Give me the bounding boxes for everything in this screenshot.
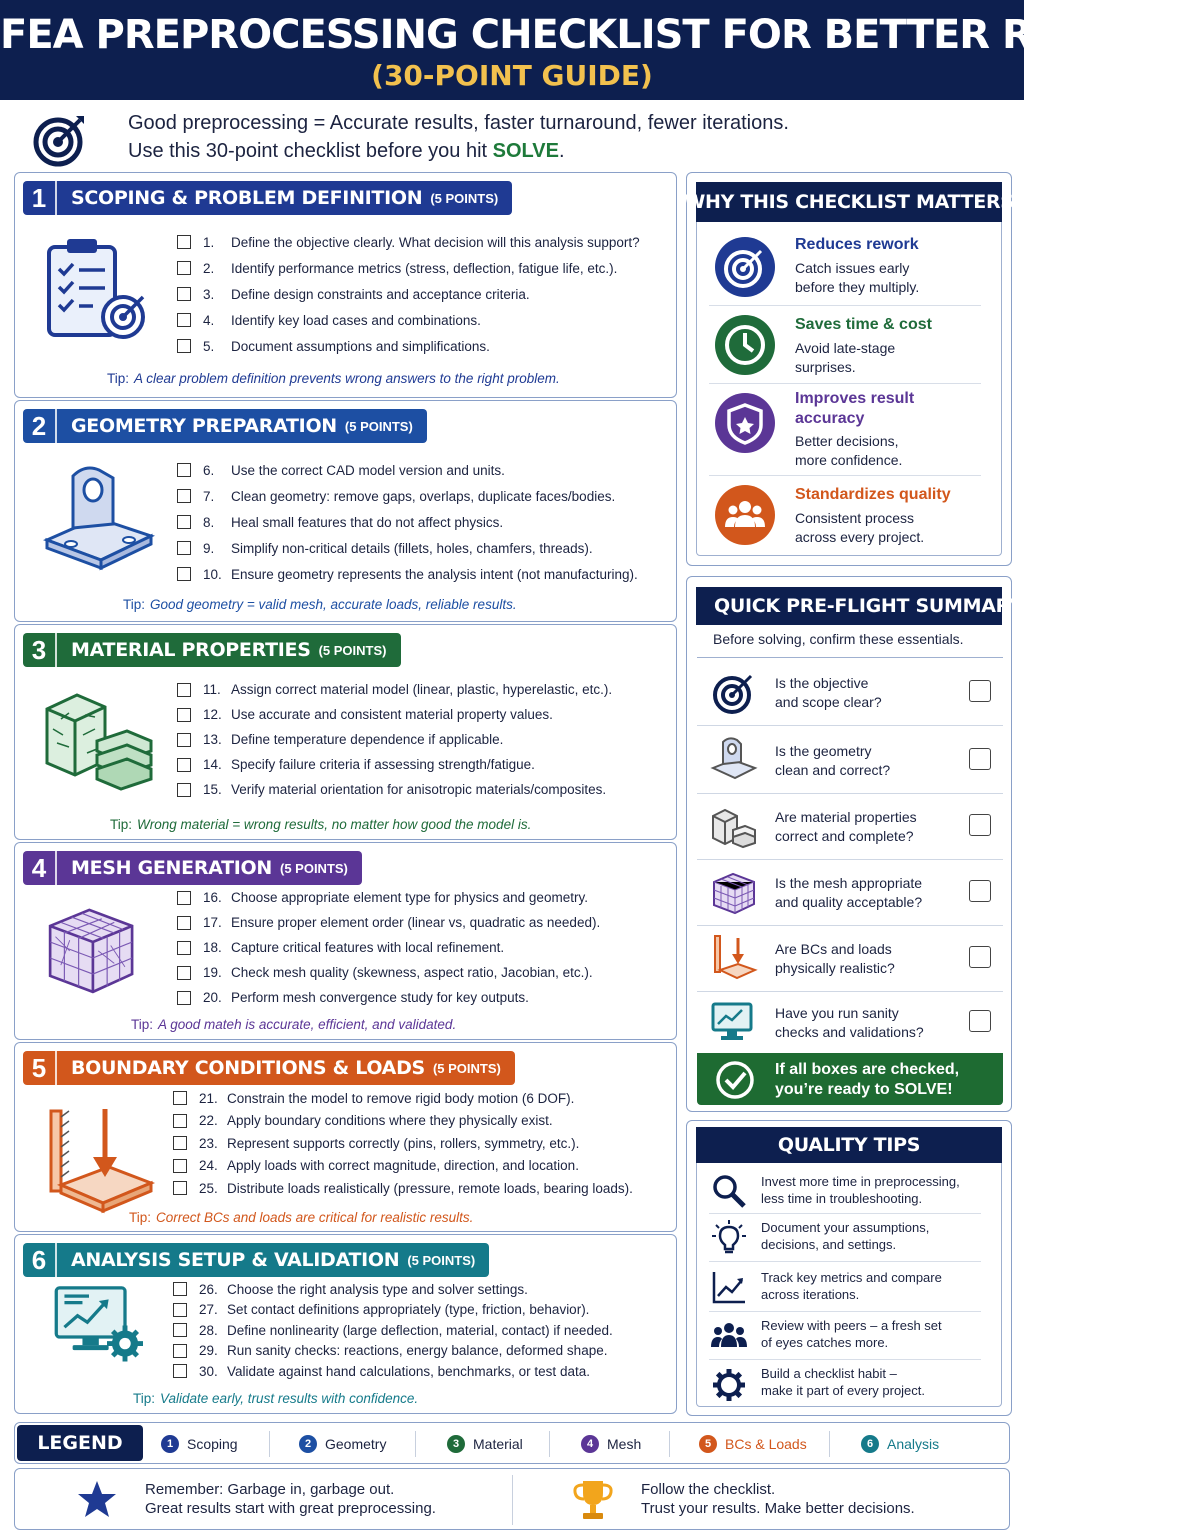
checklist-items xyxy=(177,457,638,587)
checkbox[interactable] xyxy=(173,1181,187,1195)
why-item-desc: Better decisions, xyxy=(795,433,899,449)
shield-icon xyxy=(715,393,775,453)
section-header xyxy=(23,1243,489,1277)
section-header xyxy=(23,851,362,885)
why-panel-title: WHY THIS CHECKLIST MATTERS xyxy=(696,182,1002,222)
target-icon xyxy=(32,112,88,168)
why-item-title: Reduces rework xyxy=(795,236,919,253)
checkmark-circle-icon xyxy=(715,1060,755,1100)
checkbox[interactable] xyxy=(177,941,191,955)
why-item-accuracy xyxy=(707,389,997,473)
trophy-icon xyxy=(571,1477,615,1521)
why-item-time xyxy=(707,313,997,383)
checkbox[interactable] xyxy=(177,783,191,797)
checklist-item[interactable]: 27. Set contact definitions appropriately (type, friction, behavior). xyxy=(173,1300,613,1321)
people-icon xyxy=(711,1317,747,1353)
section-tip: Tip: Validate early, trust results with confidence. xyxy=(133,1391,419,1406)
why-item-title: Standardizes quality xyxy=(795,486,951,503)
preflight-checkbox[interactable] xyxy=(969,814,991,836)
intro-line-1: Good preprocessing = Accurate results, faster turnaround, fewer iterations. xyxy=(128,112,789,134)
mesh-cube-icon xyxy=(711,870,757,916)
preflight-question: Is the mesh appropriate and quality acceptable? xyxy=(775,875,923,910)
checkbox[interactable] xyxy=(177,339,191,353)
checkbox[interactable] xyxy=(173,1282,187,1296)
bracket-part-icon xyxy=(43,457,153,577)
legend-item: 4 Mesh xyxy=(581,1435,641,1453)
preflight-item[interactable] xyxy=(697,925,1003,991)
checklist-item[interactable]: 14. Specify failure criteria if assessing strength/fatigue. xyxy=(177,752,612,777)
preflight-question: Are BCs and loads physically realistic? xyxy=(775,941,895,976)
section-header xyxy=(23,1051,515,1085)
ready-to-solve-banner xyxy=(697,1053,1003,1105)
section-analysis xyxy=(14,1234,677,1414)
gear-icon xyxy=(711,1367,747,1403)
trend-chart-icon xyxy=(711,1269,747,1305)
checklist-item[interactable]: 30. Validate against hand calculations, benchmarks, or test data. xyxy=(173,1361,613,1382)
why-item-desc: Consistent process xyxy=(795,510,915,526)
checkbox[interactable] xyxy=(177,708,191,722)
checklist-item[interactable]: 16. Choose appropriate element type for physics and geometry. xyxy=(177,885,600,910)
load-support-icon xyxy=(43,1103,153,1213)
checklist-items xyxy=(177,229,640,359)
page-subtitle: (30-POINT GUIDE) xyxy=(371,59,653,92)
section-bcs-loads xyxy=(14,1042,677,1232)
section-title: GEOMETRY PREPARATION xyxy=(71,415,337,437)
why-item-desc: Avoid late-stage xyxy=(795,340,896,356)
section-number: 5 xyxy=(23,1051,57,1085)
star-icon xyxy=(77,1479,117,1519)
checklist-item[interactable]: 2. Identify performance metrics (stress, deflection, fatigue life, etc.). xyxy=(177,255,640,281)
checklist-item[interactable]: 18. Capture critical features with local refinement. xyxy=(177,935,600,960)
checkbox[interactable] xyxy=(173,1136,187,1150)
checkbox[interactable] xyxy=(177,515,191,529)
section-points: (5 POINTS) xyxy=(407,1252,476,1268)
section-header xyxy=(23,181,512,215)
checklist-item[interactable]: 15. Verify material orientation for anisotropic materials/composites. xyxy=(177,777,612,802)
legend-item: 2 Geometry xyxy=(299,1435,386,1453)
checkbox[interactable] xyxy=(177,567,191,581)
section-tip: Tip: Wrong material = wrong results, no matter how good the model is. xyxy=(110,817,532,832)
preflight-item[interactable] xyxy=(697,793,1003,859)
checkbox[interactable] xyxy=(177,991,191,1005)
section-header xyxy=(23,633,401,667)
preflight-checkbox[interactable] xyxy=(969,680,991,702)
mesh-cube-icon xyxy=(43,901,141,999)
bracket-part-icon xyxy=(711,736,757,782)
section-points: (5 POINTS) xyxy=(432,1060,501,1076)
checklist-item[interactable]: 6. Use the correct CAD model version and units. xyxy=(177,457,638,483)
checkbox[interactable] xyxy=(173,1364,187,1378)
legend-item: 6 Analysis xyxy=(861,1435,939,1453)
clock-icon xyxy=(715,315,775,375)
section-number: 1 xyxy=(23,181,57,215)
quality-tips-panel xyxy=(686,1120,1012,1416)
tip-item xyxy=(707,1361,995,1407)
checkbox[interactable] xyxy=(173,1091,187,1105)
checklist-item[interactable]: 9. Simplify non-critical details (fillets, holes, chamfers, threads). xyxy=(177,535,638,561)
tip-text: Document your assumptions, decisions, and settings. xyxy=(761,1220,930,1252)
preflight-question: Is the geometry clean and correct? xyxy=(775,743,891,778)
legend-item: 1 Scoping xyxy=(161,1435,238,1453)
section-points: (5 POINTS) xyxy=(430,190,499,206)
checklist-item[interactable]: 1. Define the objective clearly. What decision will this analysis support? xyxy=(177,229,640,255)
section-tip: Tip: A clear problem definition prevents wrong answers to the right problem. xyxy=(107,371,560,386)
section-number: 2 xyxy=(23,409,57,443)
monitor-gear-icon xyxy=(43,1283,153,1373)
intro xyxy=(0,100,1024,172)
section-title: ANALYSIS SETUP & VALIDATION xyxy=(71,1249,400,1271)
checkbox[interactable] xyxy=(177,966,191,980)
checklist-item[interactable]: 7. Clean geometry: remove gaps, overlaps, duplicate faces/bodies. xyxy=(177,483,638,509)
checkbox[interactable] xyxy=(177,541,191,555)
preflight-question: Are material properties correct and complete? xyxy=(775,809,917,844)
section-title: BOUNDARY CONDITIONS & LOADS xyxy=(71,1057,425,1079)
tip-item xyxy=(707,1313,995,1359)
why-item-desc: across every project. xyxy=(795,529,925,545)
checklist-item[interactable]: 19. Check mesh quality (skewness, aspect ratio, Jacobian, etc.). xyxy=(177,960,600,985)
checklist-item[interactable]: 21. Constrain the model to remove rigid body motion (6 DOF). xyxy=(173,1087,633,1110)
preflight-item[interactable] xyxy=(697,859,1003,925)
checklist-item[interactable]: 3. Define design constraints and acceptance criteria. xyxy=(177,281,640,307)
checkbox[interactable] xyxy=(173,1344,187,1358)
footer xyxy=(14,1468,1010,1530)
footer-left-text: Remember: Garbage in, garbage out. Great results start with great preprocessing. xyxy=(145,1481,436,1517)
checklist-items xyxy=(177,677,612,802)
checklist-item[interactable]: 26. Choose the right analysis type and solver settings. xyxy=(173,1279,613,1300)
tip-text: Build a checklist habit – make it part of every project. xyxy=(761,1366,926,1398)
section-tip: Tip: A good mateh is accurate, efficient, and validated. xyxy=(131,1017,457,1032)
tip-text: Track key metrics and compare across iterations. xyxy=(761,1270,942,1302)
checkbox[interactable] xyxy=(177,463,191,477)
section-header xyxy=(23,409,427,443)
checkbox[interactable] xyxy=(173,1159,187,1173)
preflight-item[interactable] xyxy=(697,991,1003,1053)
checklist-item[interactable]: 28. Define nonlinearity (large deflection, material, contact) if needed. xyxy=(173,1320,613,1341)
tip-item xyxy=(707,1169,995,1213)
why-item-title: Saves time & cost xyxy=(795,316,932,333)
checklist-item[interactable]: 12. Use accurate and consistent material property values. xyxy=(177,702,612,727)
section-number: 6 xyxy=(23,1243,57,1277)
section-title: MESH GENERATION xyxy=(71,857,272,879)
preflight-checkbox[interactable] xyxy=(969,880,991,902)
checkbox[interactable] xyxy=(177,916,191,930)
checklist-item[interactable]: 4. Identify key load cases and combinations. xyxy=(177,307,640,333)
checklist-items xyxy=(173,1279,613,1382)
section-points: (5 POINTS) xyxy=(344,418,413,434)
why-item-quality xyxy=(707,483,997,557)
checkbox[interactable] xyxy=(177,313,191,327)
checklist-item[interactable]: 10. Ensure geometry represents the analysis intent (not manufacturing). xyxy=(177,561,638,587)
clipboard-target-icon xyxy=(43,235,153,345)
why-item-title: accuracy xyxy=(795,410,865,427)
magnifier-icon xyxy=(711,1173,747,1209)
checkbox[interactable] xyxy=(177,287,191,301)
quality-tips-title: QUALITY TIPS xyxy=(696,1127,1002,1163)
tip-text: Review with peers – a fresh set of eyes catches more. xyxy=(761,1318,942,1350)
why-item-desc: surprises. xyxy=(795,359,856,375)
checkbox[interactable] xyxy=(177,733,191,747)
checkbox[interactable] xyxy=(177,235,191,249)
preflight-item[interactable] xyxy=(697,725,1003,793)
section-number: 4 xyxy=(23,851,57,885)
checklist-item[interactable]: 29. Run sanity checks: reactions, energy balance, deformed shape. xyxy=(173,1341,613,1362)
ready-text: If all boxes are checked, you’re ready to SOLVE! xyxy=(775,1061,960,1098)
checklist-items xyxy=(177,885,600,1010)
section-mesh xyxy=(14,842,677,1040)
section-number: 3 xyxy=(23,633,57,667)
legend-item: 5 BCs & Loads xyxy=(699,1435,807,1453)
preflight-title: QUICK PRE-FLIGHT SUMMARY xyxy=(696,587,1002,625)
preflight-question: Is the objective and scope clear? xyxy=(775,675,882,710)
checklist-item[interactable]: 24. Apply loads with correct magnitude, direction, and location. xyxy=(173,1155,633,1178)
preflight-question: Have you run sanity checks and validations? xyxy=(775,1005,924,1040)
checklist-item[interactable]: 13. Define temperature dependence if applicable. xyxy=(177,727,612,752)
checkbox[interactable] xyxy=(173,1323,187,1337)
preflight-checkbox[interactable] xyxy=(969,946,991,968)
section-title: SCOPING & PROBLEM DEFINITION xyxy=(71,187,423,209)
legend xyxy=(14,1422,1010,1464)
checklist-items xyxy=(173,1087,633,1200)
section-title: MATERIAL PROPERTIES xyxy=(71,639,311,661)
section-geometry xyxy=(14,400,677,622)
page-title: FEA PREPROCESSING CHECKLIST FOR BETTER RESULTS xyxy=(0,12,1189,58)
preflight-checkbox[interactable] xyxy=(969,1010,991,1032)
checkbox[interactable] xyxy=(177,489,191,503)
checklist-item[interactable]: 8. Heal small features that do not affect physics. xyxy=(177,509,638,535)
lightbulb-icon xyxy=(711,1219,747,1255)
checkbox[interactable] xyxy=(173,1303,187,1317)
why-item-desc: Catch issues early xyxy=(795,260,910,276)
footer-right-text: Follow the checklist. Trust your results. Make better decisions. xyxy=(641,1481,915,1517)
checklist-item[interactable]: 5. Document assumptions and simplifications. xyxy=(177,333,640,359)
section-points: (5 POINTS) xyxy=(279,860,348,876)
why-item-rework xyxy=(707,233,997,307)
checklist-item[interactable]: 22. Apply boundary conditions where they physically exist. xyxy=(173,1110,633,1133)
section-material xyxy=(14,624,677,840)
solve-highlight: SOLVE xyxy=(492,140,559,162)
preflight-item[interactable] xyxy=(697,657,1003,725)
checkbox[interactable] xyxy=(177,261,191,275)
checkbox[interactable] xyxy=(177,683,191,697)
checklist-item[interactable]: 25. Distribute loads realistically (pressure, remote loads, bearing loads). xyxy=(173,1177,633,1200)
legend-title: LEGEND xyxy=(17,1425,143,1461)
why-panel xyxy=(686,172,1012,566)
monitor-gear-icon xyxy=(711,1000,757,1046)
why-item-desc: more confidence. xyxy=(795,452,903,468)
header-banner xyxy=(0,0,1189,100)
legend-item: 3 Material xyxy=(447,1435,523,1453)
why-item-title: Improves result xyxy=(795,390,915,407)
tip-text: Invest more time in preprocessing, less time in troubleshooting. xyxy=(761,1174,960,1206)
preflight-subtitle: Before solving, confirm these essentials. xyxy=(713,631,964,647)
checklist-item[interactable]: 20. Perform mesh convergence study for key outputs. xyxy=(177,985,600,1010)
checkbox[interactable] xyxy=(173,1114,187,1128)
target-icon xyxy=(715,237,775,297)
material-blocks-icon xyxy=(711,804,757,850)
preflight-panel xyxy=(686,576,1023,1112)
section-tip: Tip: Correct BCs and loads are critical for realistic results. xyxy=(129,1210,474,1225)
tip-item xyxy=(707,1265,995,1311)
intro-line-2: Use this 30-point checklist before you hit SOLVE. xyxy=(128,140,565,162)
checkbox[interactable] xyxy=(177,891,191,905)
target-icon xyxy=(711,670,757,716)
team-icon xyxy=(715,485,775,545)
section-tip: Tip: Good geometry = valid mesh, accurate loads, reliable results. xyxy=(123,597,517,612)
section-scoping xyxy=(14,172,677,398)
preflight-checkbox[interactable] xyxy=(969,748,991,770)
tip-item xyxy=(707,1215,995,1261)
load-support-icon xyxy=(711,934,757,980)
checklist-item[interactable]: 17. Ensure proper element order (linear vs, quadratic as needed). xyxy=(177,910,600,935)
why-item-desc: before they multiply. xyxy=(795,279,920,295)
checkbox[interactable] xyxy=(177,758,191,772)
material-blocks-icon xyxy=(43,679,153,789)
checklist-item[interactable]: 23. Represent supports correctly (pins, rollers, symmetry, etc.). xyxy=(173,1132,633,1155)
section-points: (5 POINTS) xyxy=(318,642,387,658)
checklist-item[interactable]: 11. Assign correct material model (linear, plastic, hyperelastic, etc.). xyxy=(177,677,612,702)
